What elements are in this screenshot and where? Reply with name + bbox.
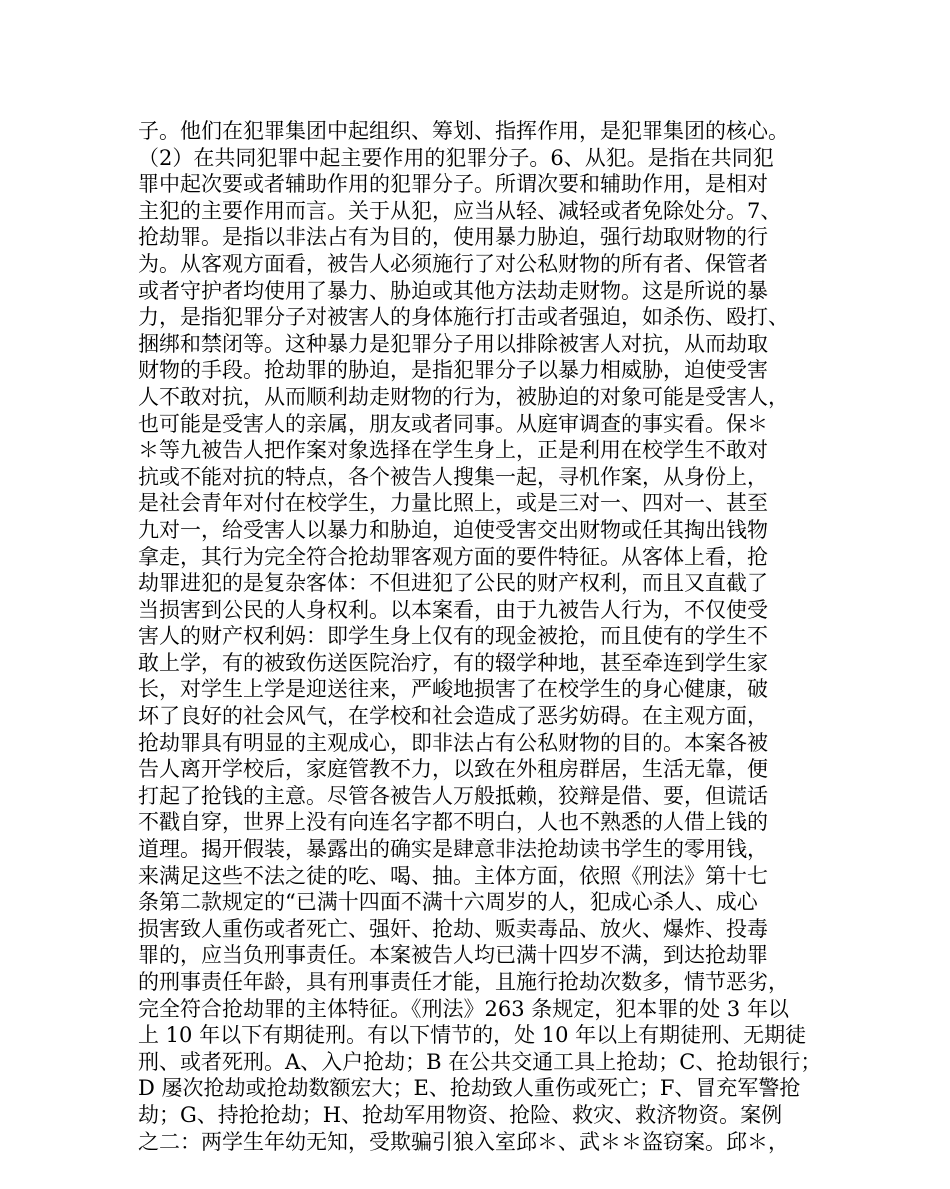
text-line: 财物的手段。抢劫罪的胁迫，是指犯罪分子以暴力相威胁，迫使受害	[138, 358, 768, 383]
text-line: 子。他们在犯罪集团中起组织、筹划、指挥作用，是犯罪集团的核心。	[138, 119, 789, 143]
text-line: 抢劫罪。是指以非法占有为目的，使用暴力胁迫，强行劫取财物的行	[138, 225, 768, 250]
text-line: 不戳自穿，世界上没有向连名字都不明白，人也不熟悉的人借上钱的	[138, 810, 768, 835]
text-line: 人不敢对抗，从而顺利劫走财物的行为，被胁迫的对象可能是受害人，	[138, 384, 789, 409]
text-line: 九对一，给受害人以暴力和胁迫，迫使受害交出财物或任其掏出钱物	[138, 517, 768, 542]
text-line: 长，对学生上学是迎送往来，严峻地损害了在校学生的身心健康，破	[138, 677, 768, 702]
text-line: 刑、或者死刑。A、入户抢劫；B 在公共交通工具上抢劫；C、抢劫银行；	[138, 1049, 822, 1074]
body-text	[138, 118, 828, 1155]
text-line: 劫；G、持抢抢劫；H、抢劫军用物资、抢险、救灾、救济物资。案例	[138, 1102, 783, 1127]
text-line: 或者守护者均使用了暴力、胁迫或其他方法劫走财物。这是所说的暴	[138, 278, 768, 303]
text-line: 的刑事责任年龄，具有刑事责任才能，且施行抢劫次数多，情节恶劣，	[138, 970, 789, 994]
text-line: 道理。揭开假装，暴露出的确实是肆意非法抢劫读书学生的零用钱，	[138, 837, 768, 862]
text-line: ＊等九被告人把作案对象选择在学生身上，正是利用在校学生不敢对	[138, 438, 768, 463]
text-line: 拿走，其行为完全符合抢劫罪客观方面的要件特征。从客体上看，抢	[138, 544, 768, 569]
text-line: 当损害到公民的人身权利。以本案看，由于九被告人行为，不仅使受	[138, 597, 768, 622]
text-line: 抢劫罪具有明显的主观成心，即非法占有公私财物的目的。本案各被	[138, 730, 768, 755]
text-line: 捆绑和禁闭等。这种暴力是犯罪分子用以排除被害人对抗，从而劫取	[138, 331, 768, 356]
text-line: 为。从客观方面看，被告人必须施行了对公私财物的所有者、保管者	[138, 251, 768, 276]
text-line: 也可能是受害人的亲属，朋友或者同事。从庭审调查的事实看。保＊	[138, 411, 768, 436]
text-line: 是社会青年对付在校学生，力量比照上，或是三对一、四对一、甚至	[138, 491, 768, 516]
text-line: 劫罪进犯的是复杂客体：不但进犯了公民的财产权利，而且又直截了	[138, 571, 768, 596]
text-line: 抗或不能对抗的特点，各个被告人搜集一起，寻机作案，从身份上，	[138, 464, 768, 489]
text-line: （2）在共同犯罪中起主要作用的犯罪分子。6、从犯。是指在共同犯	[138, 145, 774, 170]
text-line: 主犯的主要作用而言。关于从犯，应当从轻、减轻或者免除处分。7、	[138, 198, 782, 223]
text-line: 害人的财产权利妈：即学生身上仅有的现金被抢，而且使有的学生不	[138, 624, 768, 649]
text-line: 损害致人重伤或者死亡、强奸、抢劫、贩卖毒品、放火、爆炸、投毒	[138, 916, 768, 941]
text-line: D 屡次抢劫或抢劫数额宏大；E、抢劫致人重伤或死亡；F、冒充军警抢	[138, 1076, 801, 1101]
text-line: 打起了抢钱的主意。尽管各被告人万般抵赖，狡辩是借、要，但谎话	[138, 783, 768, 808]
text-line: 上 10 年以下有期徒刑。有以下情节的，处 10 年以上有期徒刑、无期徒	[138, 1023, 807, 1048]
text-line: 坏了良好的社会风气，在学校和社会造成了恶劣妨碍。在主观方面，	[138, 704, 768, 729]
text-line: 敢上学，有的被致伤送医院治疗，有的辍学种地，甚至牵连到学生家	[138, 650, 768, 675]
text-line: 来满足这些不法之徒的吃、喝、抽。主体方面，依照《刑法》第十七	[138, 863, 768, 888]
text-line: 罪的，应当负刑事责任。本案被告人均已满十四岁不满，到达抢劫罪	[138, 943, 768, 968]
text-line: 条第二款规定的“已满十四面不满十六周岁的人，犯成心杀人、成心	[138, 890, 758, 915]
text-line: 之二：两学生年幼无知，受欺骗引狼入室邱＊、武＊＊盗窃案。邱＊，	[138, 1129, 789, 1154]
text-line: 罪中起次要或者辅助作用的犯罪分子。所谓次要和辅助作用，是相对	[138, 172, 768, 197]
text-line: 告人离开学校后，家庭管教不力，以致在外租房群居，生活无靠，便	[138, 757, 768, 782]
text-line: 完全符合抢劫罪的主体特征。《刑法》263 条规定，犯本罪的处 3 年以	[138, 996, 789, 1021]
text-line: 力，是指犯罪分子对被害人的身体施行打击或者强迫，如杀伤、殴打、	[138, 305, 789, 330]
